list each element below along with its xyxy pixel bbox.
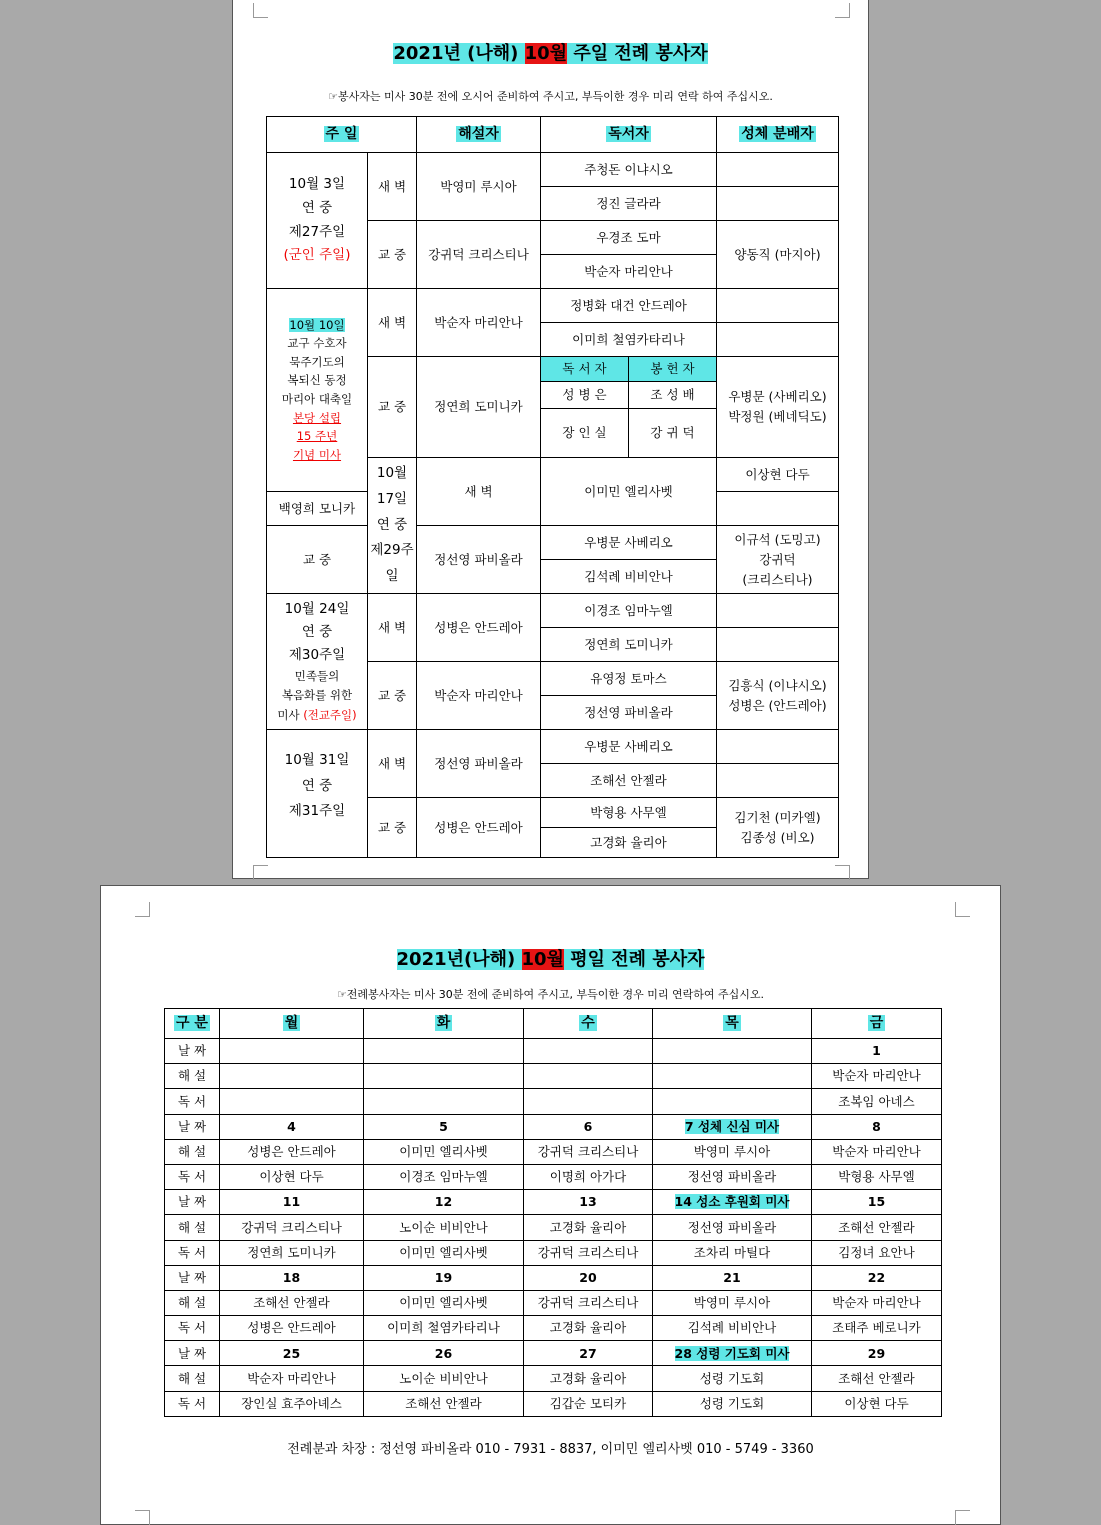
- page-title: [233, 39, 868, 65]
- header-category: 구 분: [165, 1009, 220, 1039]
- distributor-cell: 김흥식 (이냐시오) 성병은 (안드레아): [717, 662, 839, 730]
- commentator-cell: 정선영 파비올라: [653, 1215, 812, 1240]
- reader-cell: 우경조 도마: [541, 221, 717, 255]
- commentator-row: [165, 1064, 942, 1089]
- commentator-cell: 강귀덕 크리스티나: [524, 1290, 653, 1315]
- contact-footer: 전례분과 차장 : 정선영 파비올라 010 - 7931 - 8837, 이미민 엘리사벳 010 - 5749 - 3360: [287, 1442, 814, 1457]
- commentator-cell: 성병은 안드레아: [417, 594, 541, 662]
- date-cell: 29: [812, 1341, 942, 1366]
- reader-cell: 성령 기도회: [653, 1391, 812, 1416]
- date-cell: [364, 1039, 524, 1064]
- commentator-row: [165, 1139, 942, 1164]
- margin-mark: [253, 3, 268, 18]
- sub-header-offertory: 봉 헌 자: [629, 357, 717, 381]
- mass-label: 교 중: [368, 662, 417, 730]
- commentator-cell: 강귀덕 크리스티나: [417, 221, 541, 289]
- reader-cell: 이미민 엘리사벳: [364, 1240, 524, 1265]
- row-label: 날 짜: [165, 1190, 220, 1215]
- reader-cell: 김석례 비비안나: [541, 560, 717, 594]
- commentator-cell: 정선영 파비올라: [417, 526, 541, 594]
- commentator-cell: 박영미 루시아: [653, 1139, 812, 1164]
- reader-cell: 정연희 도미니카: [220, 1240, 364, 1265]
- reader-cell: [220, 1089, 364, 1114]
- date-cell: 10월 10일 교구 수호자 묵주기도의 복되신 동정 마리아 대축일 본당 설립 15 주년 기념 미사: [267, 289, 368, 492]
- distributor-cell: 김기천 (미카엘) 김종성 (비오): [717, 798, 839, 858]
- reader-cell: 성병은 안드레아: [220, 1316, 364, 1341]
- row-label: 해 설: [165, 1215, 220, 1240]
- sub-cell: 성 병 은: [541, 381, 629, 408]
- row-label: 독 서: [165, 1089, 220, 1114]
- commentator-cell: 고경화 율리아: [524, 1215, 653, 1240]
- mass-label: 새 벽: [368, 289, 417, 357]
- title-month: 10월: [521, 949, 564, 970]
- row-label: 해 설: [165, 1139, 220, 1164]
- mass-label: 교 중: [368, 357, 417, 458]
- header-sunday: 주 일: [267, 117, 417, 153]
- reader-row: [165, 1089, 942, 1114]
- reader-cell: 주청돈 이냐시오: [541, 153, 717, 187]
- reader-cell: 김정녀 요안나: [812, 1240, 942, 1265]
- commentator-row: [165, 1215, 942, 1240]
- date-row: [165, 1039, 942, 1064]
- row-label: 독 서: [165, 1240, 220, 1265]
- reader-cell: 이상현 다두: [812, 1391, 942, 1416]
- distributor-cell: 우병문 (사베리오) 박정원 (베네딕도): [717, 357, 839, 458]
- commentator-cell: 조해선 안젤라: [812, 1366, 942, 1391]
- header-distributor: 성체 분배자: [717, 117, 839, 153]
- reader-offertory-table: [541, 357, 716, 457]
- margin-mark: [835, 865, 850, 880]
- date-cell: 4: [220, 1114, 364, 1139]
- mass-label: 교 중: [368, 798, 417, 858]
- row-label: 날 짜: [165, 1039, 220, 1064]
- margin-mark: [135, 1510, 150, 1525]
- row-label: 날 짜: [165, 1114, 220, 1139]
- reader-cell: 백영희 모니카: [267, 492, 368, 526]
- row-label: 해 설: [165, 1064, 220, 1089]
- header-thu: 목: [653, 1009, 812, 1039]
- distributor-cell: [717, 730, 839, 764]
- commentator-cell: 조해선 안젤라: [812, 1215, 942, 1240]
- commentator-cell: 이미민 엘리사벳: [364, 1290, 524, 1315]
- margin-mark: [253, 865, 268, 880]
- reader-cell: 김석례 비비안나: [653, 1316, 812, 1341]
- row-label: 독 서: [165, 1316, 220, 1341]
- commentator-cell: 박순자 마리안나: [812, 1064, 942, 1089]
- header-reader: 독서자: [541, 117, 717, 153]
- commentator-cell: [220, 1064, 364, 1089]
- distributor-cell: [717, 323, 839, 357]
- reader-offertory-cell: [541, 357, 717, 458]
- reader-cell: 이경조 임마누엘: [364, 1164, 524, 1189]
- distributor-cell: [717, 764, 839, 798]
- row-label: 독 서: [165, 1391, 220, 1416]
- distributor-cell: [717, 153, 839, 187]
- date-cell: [524, 1039, 653, 1064]
- date-row: [165, 1265, 942, 1290]
- distributor-cell: [717, 492, 839, 526]
- reader-cell: 조차리 마틸다: [653, 1240, 812, 1265]
- reader-row: [165, 1240, 942, 1265]
- commentator-cell: 박순자 마리안나: [812, 1290, 942, 1315]
- commentator-cell: 박순자 마리안나: [812, 1139, 942, 1164]
- reader-cell: 고경화 율리아: [541, 828, 717, 858]
- sub-cell: 강 귀 덕: [629, 408, 717, 457]
- row-label: 독 서: [165, 1164, 220, 1189]
- date-row: [165, 1114, 942, 1139]
- sub-header-reader: 독 서 자: [541, 357, 629, 381]
- reader-cell: 정연희 도미니카: [541, 628, 717, 662]
- mass-label: 새 벽: [368, 594, 417, 662]
- date-row: [165, 1190, 942, 1215]
- mass-label: 새 벽: [417, 458, 541, 526]
- row-label: 날 짜: [165, 1265, 220, 1290]
- date-cell: 13: [524, 1190, 653, 1215]
- reader-cell: [524, 1089, 653, 1114]
- distributor-cell: [717, 289, 839, 323]
- reader-cell: 이상현 다두: [220, 1164, 364, 1189]
- commentator-cell: 박영미 루시아: [653, 1290, 812, 1315]
- date-cell: 26: [364, 1341, 524, 1366]
- date-cell: [220, 1039, 364, 1064]
- distributor-cell: 양동직 (마지아): [717, 221, 839, 289]
- reader-cell: 조복임 아네스: [812, 1089, 942, 1114]
- margin-mark: [835, 3, 850, 18]
- commentator-cell: 성병은 안드레아: [417, 798, 541, 858]
- commentator-cell: 강귀덕 크리스티나: [524, 1139, 653, 1164]
- header-tue: 화: [364, 1009, 524, 1039]
- date-cell: 28 성령 기도회 미사: [653, 1341, 812, 1366]
- reader-cell: 정선영 파비올라: [541, 696, 717, 730]
- date-cell: 27: [524, 1341, 653, 1366]
- commentator-cell: 노이순 비비안나: [364, 1215, 524, 1240]
- commentator-cell: 정연희 도미니카: [417, 357, 541, 458]
- distributor-cell: [717, 187, 839, 221]
- reader-row: [165, 1164, 942, 1189]
- row-label: 해 설: [165, 1290, 220, 1315]
- reader-row: [165, 1316, 942, 1341]
- margin-mark: [135, 902, 150, 917]
- date-cell: [653, 1039, 812, 1064]
- reader-cell: 이미희 철염카타리나: [541, 323, 717, 357]
- reader-cell: [364, 1089, 524, 1114]
- reader-cell: 박형용 사무엘: [541, 798, 717, 828]
- date-cell: 22: [812, 1265, 942, 1290]
- reader-cell: 조해선 안젤라: [364, 1391, 524, 1416]
- commentator-cell: [524, 1064, 653, 1089]
- date-cell: 10월 24일 연 중 제30주일 민족들의 복음화를 위한 미사 (전교주일): [267, 594, 368, 730]
- commentator-cell: 박순자 마리안나: [220, 1366, 364, 1391]
- commentator-row: [165, 1366, 942, 1391]
- reader-cell: 고경화 율리아: [524, 1316, 653, 1341]
- date-cell: 21: [653, 1265, 812, 1290]
- reader-cell: 박순자 마리안나: [541, 255, 717, 289]
- date-cell: 25: [220, 1341, 364, 1366]
- commentator-cell: 성병은 안드레아: [220, 1139, 364, 1164]
- sub-cell: 장 인 실: [541, 408, 629, 457]
- commentator-cell: 박순자 마리안나: [417, 289, 541, 357]
- reader-cell: 이명희 아가다: [524, 1164, 653, 1189]
- header-commentator: 해설자: [417, 117, 541, 153]
- reader-cell: 정병화 대건 안드레아: [541, 289, 717, 323]
- title-text: 평일 전례 봉사자: [570, 949, 705, 970]
- date-cell: 20: [524, 1265, 653, 1290]
- notice-text: ☞전례봉사자는 미사 30분 전에 준비하여 주시고, 부득이한 경우 미리 연락하여 주십시오.: [336, 988, 765, 1001]
- notice-text: ☞봉사자는 미사 30분 전에 오시어 준비하여 주시고, 부득이한 경우 미리 연락 하여 주십시오.: [328, 90, 773, 103]
- commentator-cell: 이미민 엘리사벳: [364, 1139, 524, 1164]
- date-cell: 10월 31일 연 중 제31주일: [267, 730, 368, 858]
- date-cell: 10월 17일 연 중 제29주일: [368, 458, 417, 594]
- date-cell: 19: [364, 1265, 524, 1290]
- reader-cell: 정진 글라라: [541, 187, 717, 221]
- sunday-schedule-page: [232, 0, 869, 879]
- commentator-cell: 강귀덕 크리스티나: [220, 1215, 364, 1240]
- date-row: [165, 1341, 942, 1366]
- commentator-cell: 박영미 루시아: [417, 153, 541, 221]
- date-cell: 18: [220, 1265, 364, 1290]
- mass-label: 새 벽: [368, 730, 417, 798]
- reader-cell: [653, 1089, 812, 1114]
- date-cell: 10월 3일 연 중 제27주일 (군인 주일): [267, 153, 368, 289]
- reader-cell: 박형용 사무엘: [812, 1164, 942, 1189]
- distributor-cell: 이규석 (도밍고) 강귀덕 (크리스티나): [717, 526, 839, 594]
- date-cell: 15: [812, 1190, 942, 1215]
- commentator-cell: 정선영 파비올라: [417, 730, 541, 798]
- commentator-cell: 고경화 율리아: [524, 1366, 653, 1391]
- commentator-cell: [653, 1064, 812, 1089]
- sub-cell: 조 성 배: [629, 381, 717, 408]
- mass-label: 새 벽: [368, 153, 417, 221]
- reader-cell: 김갑순 모티카: [524, 1391, 653, 1416]
- date-cell: 8: [812, 1114, 942, 1139]
- commentator-cell: [364, 1064, 524, 1089]
- title-year: 2021년(나해): [396, 949, 516, 970]
- page-title: [101, 945, 1000, 971]
- date-cell: 1: [812, 1039, 942, 1064]
- distributor-cell: [717, 628, 839, 662]
- reader-cell: 이미희 철염카타리나: [364, 1316, 524, 1341]
- reader-cell: 이경조 임마누엘: [541, 594, 717, 628]
- reader-cell: 강귀덕 크리스티나: [524, 1240, 653, 1265]
- date-cell: 12: [364, 1190, 524, 1215]
- commentator-row: [165, 1290, 942, 1315]
- reader-cell: 우병문 사베리오: [541, 730, 717, 764]
- reader-cell: 이상현 다두: [717, 458, 839, 492]
- date-cell: 11: [220, 1190, 364, 1215]
- commentator-cell: 박순자 마리안나: [417, 662, 541, 730]
- margin-mark: [955, 902, 970, 917]
- header-fri: 금: [812, 1009, 942, 1039]
- distributor-cell: [717, 594, 839, 628]
- commentator-cell: 성령 기도회: [653, 1366, 812, 1391]
- date-cell: 7 성체 신심 미사: [653, 1114, 812, 1139]
- date-cell: 5: [364, 1114, 524, 1139]
- date-cell: 6: [524, 1114, 653, 1139]
- row-label: 날 짜: [165, 1341, 220, 1366]
- date-cell: 14 성소 후원회 미사: [653, 1190, 812, 1215]
- reader-cell: 유영정 토마스: [541, 662, 717, 696]
- reader-cell: 조태주 베로니카: [812, 1316, 942, 1341]
- reader-row: [165, 1391, 942, 1416]
- title-text: 주일 전례 봉사자: [573, 43, 708, 64]
- weekday-table: [164, 1008, 942, 1417]
- header-mon: 월: [220, 1009, 364, 1039]
- weekday-schedule-page: [100, 885, 1001, 1525]
- reader-cell: 장인실 효주아녜스: [220, 1391, 364, 1416]
- commentator-cell: 이미민 엘리사벳: [541, 458, 717, 526]
- reader-cell: 조해선 안젤라: [541, 764, 717, 798]
- title-year: 2021년 (나해): [393, 43, 519, 64]
- mass-label: 교 중: [368, 221, 417, 289]
- title-month: 10월: [524, 43, 568, 64]
- commentator-cell: 노이순 비비안나: [364, 1366, 524, 1391]
- mass-label: 교 중: [267, 526, 368, 594]
- margin-mark: [955, 1510, 970, 1525]
- header-wed: 수: [524, 1009, 653, 1039]
- reader-cell: 우병문 사베리오: [541, 526, 717, 560]
- row-label: 해 설: [165, 1366, 220, 1391]
- reader-cell: 정선영 파비올라: [653, 1164, 812, 1189]
- sunday-table: [266, 116, 839, 858]
- commentator-cell: 조해선 안젤라: [220, 1290, 364, 1315]
